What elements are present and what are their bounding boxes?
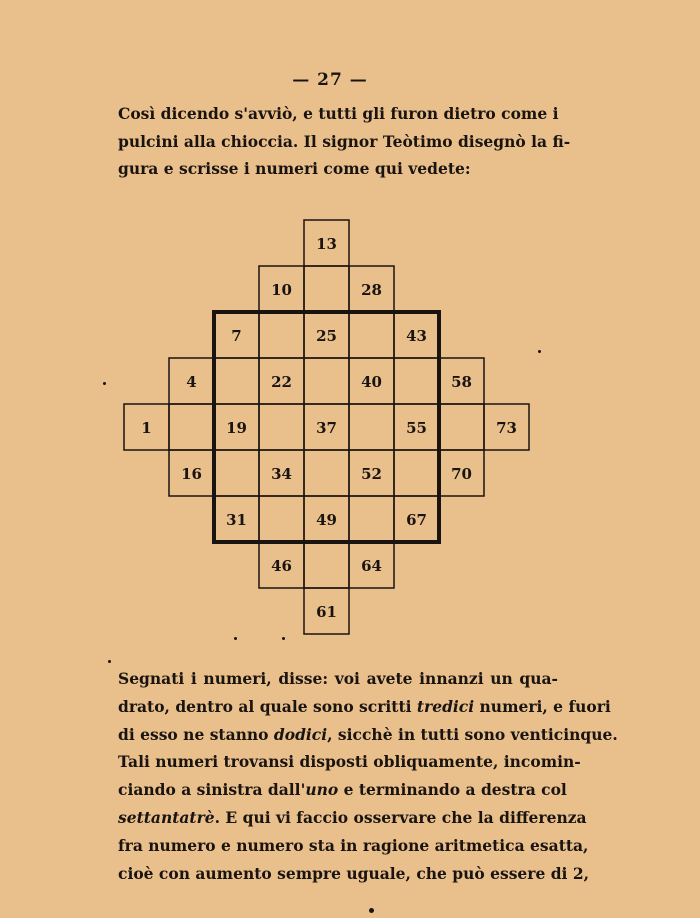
cell-number-13: 13: [316, 235, 337, 253]
cell-number-7: 7: [231, 327, 242, 345]
cell-number-10: 10: [271, 281, 292, 299]
grid-cell: [214, 358, 259, 404]
cell-number-28: 28: [361, 281, 382, 299]
ink-speck: [234, 637, 237, 640]
text-line: settantatrè. E qui vi faccio osservare che la differenza: [118, 807, 587, 827]
cell-number-1: 1: [141, 419, 152, 437]
cell-number-61: 61: [316, 603, 337, 621]
cell-number-40: 40: [361, 373, 382, 391]
cell-number-52: 52: [361, 465, 382, 483]
cell-number-31: 31: [226, 511, 247, 529]
text-line: drato, dentro al quale sono scritti tredici numeri, e fuori: [118, 696, 611, 716]
text-line: Tali numeri trovansi disposti obliquamente, incomin-: [118, 752, 581, 772]
ink-speck: [103, 382, 106, 385]
cell-number-73: 73: [496, 419, 517, 437]
grid-cell: [349, 312, 394, 358]
grid-cell: [394, 358, 439, 404]
italic-word: dodici: [273, 724, 328, 744]
text-line: di esso ne stanno dodici, sicchè in tutti sono venticinque.: [118, 724, 618, 744]
grid-cell: [349, 496, 394, 542]
cell-number-43: 43: [406, 327, 427, 345]
grid-cell: [304, 542, 349, 588]
cell-number-34: 34: [271, 465, 292, 483]
text-line: ciando a sinistra dall'uno e terminando a destra col: [118, 780, 567, 800]
ink-speck: [108, 660, 111, 663]
text-line: gura e scrisse i numeri come qui vedete:: [118, 159, 471, 178]
text-line: cioè con aumento sempre uguale, che può essere di 2,: [118, 863, 590, 883]
page-number: — 27 —: [292, 70, 368, 90]
text-line: Segnati i numeri, disse: voi avete innanzi un qua-: [118, 669, 558, 688]
cell-number-64: 64: [361, 557, 382, 575]
grid-cell: [394, 450, 439, 496]
grid-cell: [169, 404, 214, 450]
text-line: Così dicendo s'avviò, e tutti gli furon dietro come i: [118, 104, 559, 123]
ink-speck: [538, 350, 541, 353]
grid-cell: [259, 404, 304, 450]
ink-speck: [282, 637, 285, 640]
cell-number-67: 67: [406, 511, 427, 529]
cell-number-4: 4: [186, 373, 197, 391]
cell-number-55: 55: [406, 419, 427, 437]
grid-cell: [304, 358, 349, 404]
cell-number-37: 37: [316, 419, 337, 437]
grid-cell: [349, 404, 394, 450]
grid-cell: [214, 450, 259, 496]
grid-cell: [259, 312, 304, 358]
cell-number-49: 49: [316, 511, 337, 529]
cell-number-19: 19: [226, 419, 247, 437]
italic-word: tredici: [416, 696, 475, 716]
cell-number-16: 16: [181, 465, 202, 483]
second-paragraph: [118, 665, 618, 887]
ink-speck: [369, 908, 374, 913]
grid-cell: [439, 404, 484, 450]
italic-word: settantatrè: [118, 807, 215, 827]
cell-number-70: 70: [451, 465, 472, 483]
cell-number-22: 22: [271, 373, 292, 391]
text-line: fra numero e numero sta in ragione aritmetica esatta,: [118, 835, 589, 855]
italic-word: uno: [305, 780, 339, 800]
cell-number-25: 25: [316, 327, 337, 345]
cell-number-46: 46: [271, 557, 292, 575]
grid-cell: [304, 450, 349, 496]
grid-cell: [259, 496, 304, 542]
grid-cell: [304, 266, 349, 312]
text-line: pulcini alla chioccia. Il signor Teòtimo disegnò la fi-: [118, 131, 571, 151]
cell-number-58: 58: [451, 373, 472, 391]
